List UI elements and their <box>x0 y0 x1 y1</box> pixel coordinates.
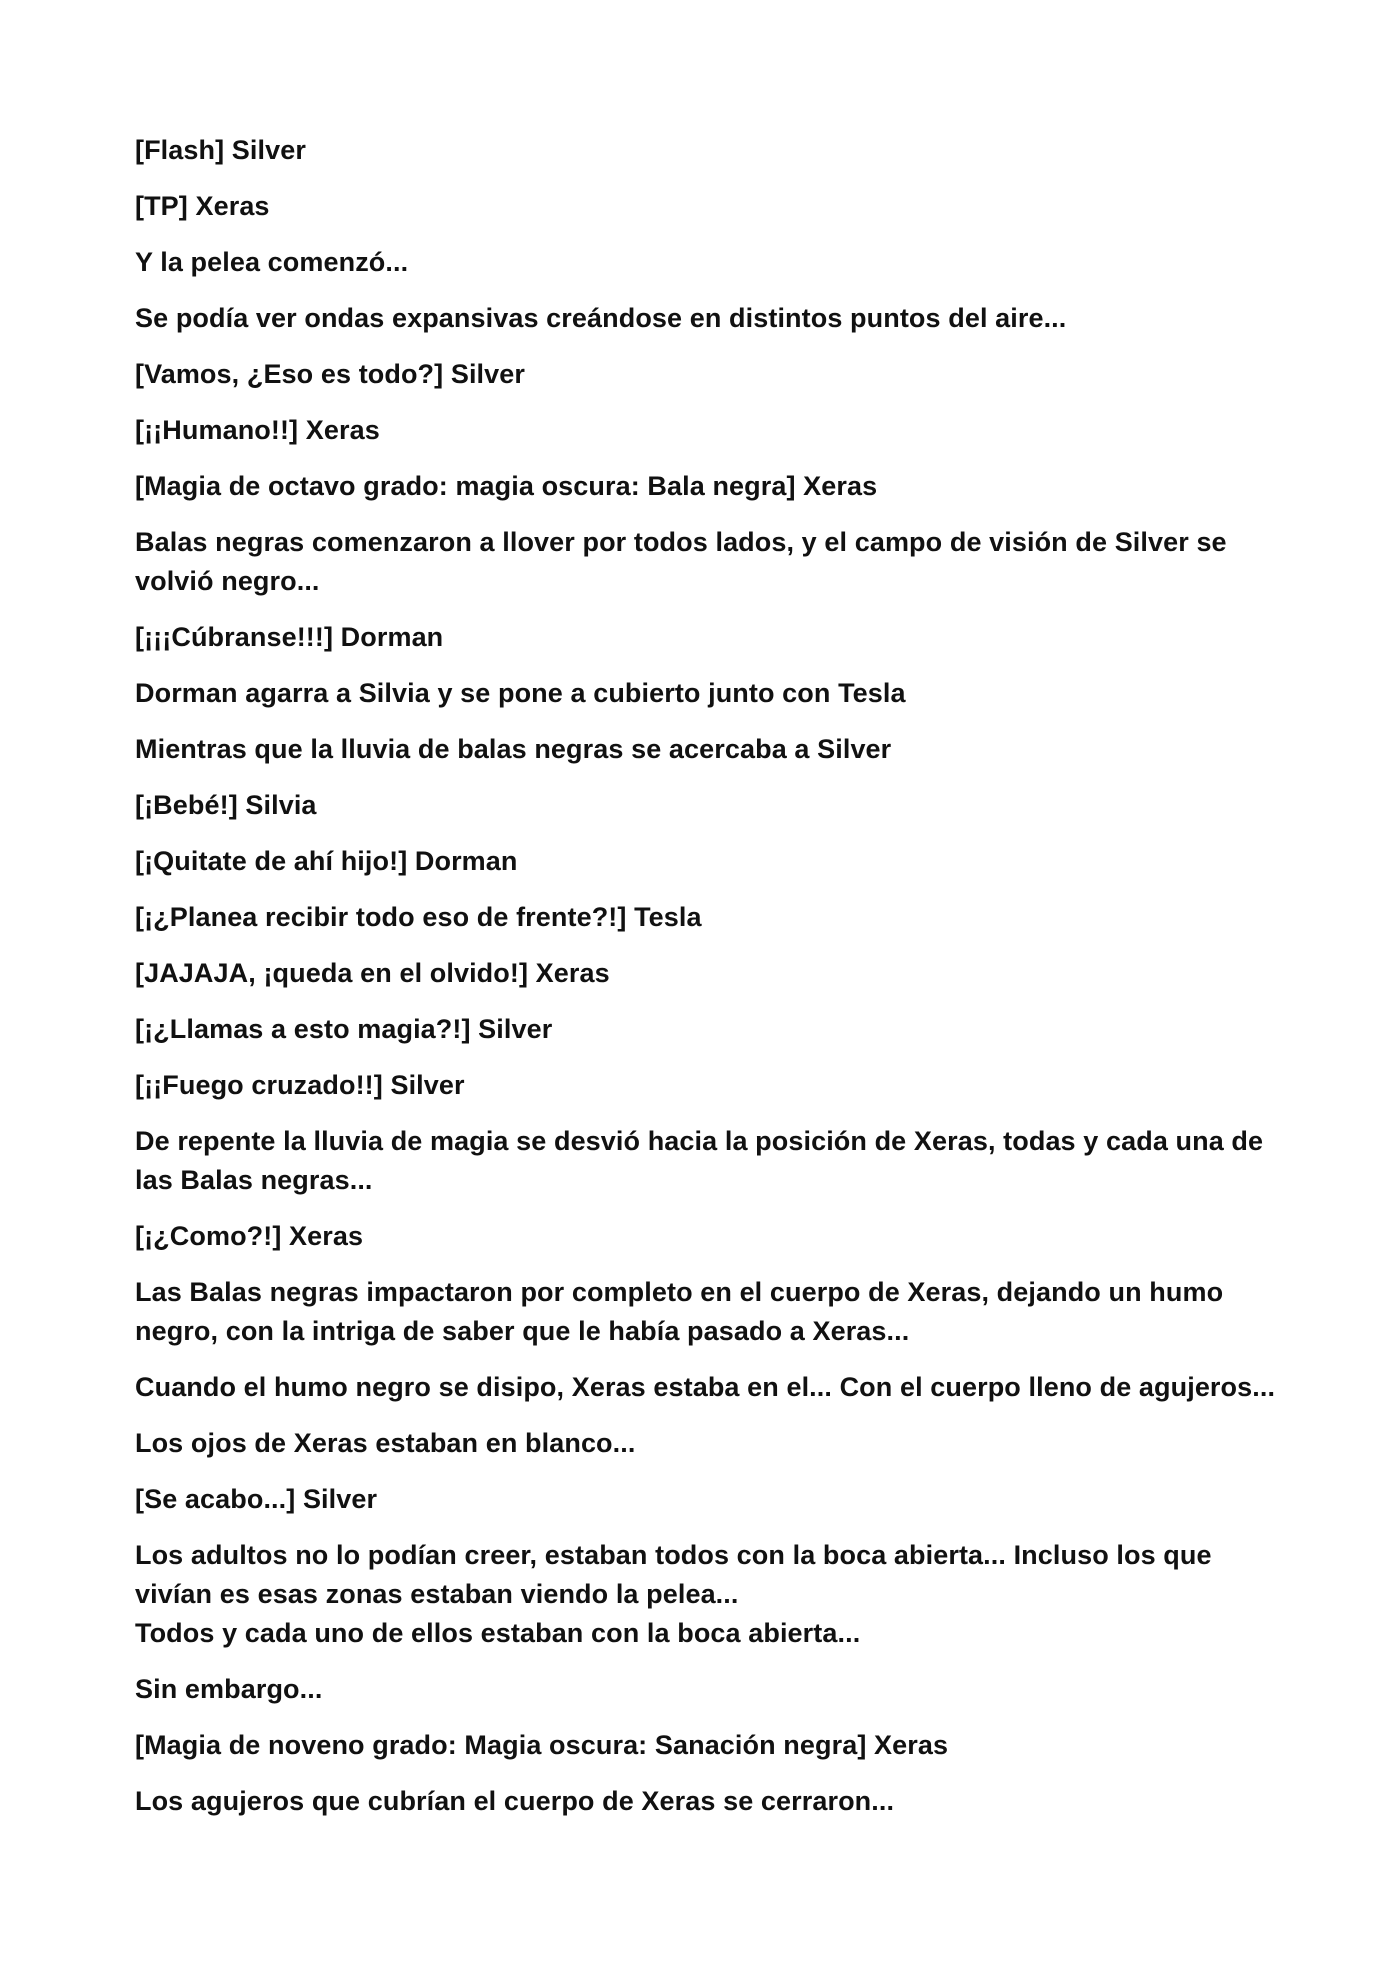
paragraph: Y la pelea comenzó... <box>135 247 409 277</box>
paragraph: De repente la lluvia de magia se desvió hacia la posición de Xeras, todas y cada una de las Balas negras... <box>135 1126 1264 1195</box>
paragraph: Los adultos no lo podían creer, estaban todos con la boca abierta... Incluso los que vivían es esas zonas estaban viendo la pelea... <box>135 1540 1212 1609</box>
paragraph: [Magia de noveno grado: Magia oscura: Sanación negra] Xeras <box>135 1730 949 1760</box>
paragraph: Los agujeros que cubrían el cuerpo de Xeras se cerraron... <box>135 1786 895 1816</box>
paragraph: Mientras que la lluvia de balas negras se acercaba a Silver <box>135 734 892 764</box>
paragraph: [¡¡Humano!!] Xeras <box>135 415 380 445</box>
paragraph: Los ojos de Xeras estaban en blanco... <box>135 1428 636 1458</box>
document-body <box>135 131 1280 1821</box>
paragraph: [Se acabo...] Silver <box>135 1484 378 1514</box>
paragraph: Las Balas negras impactaron por completo en el cuerpo de Xeras, dejando un humo negro, con la intriga de saber que le había pasado a Xeras... <box>135 1277 1224 1346</box>
paragraph: [Magia de octavo grado: magia oscura: Bala negra] Xeras <box>135 471 878 501</box>
paragraph: Se podía ver ondas expansivas creándose en distintos puntos del aire... <box>135 303 1067 333</box>
paragraph: Cuando el humo negro se disipo, Xeras estaba en el... Con el cuerpo lleno de agujeros... <box>135 1372 1276 1402</box>
paragraph: Dorman agarra a Silvia y se pone a cubierto junto con Tesla <box>135 678 906 708</box>
paragraph: [¡¡Fuego cruzado!!] Silver <box>135 1070 465 1100</box>
paragraph: [Vamos, ¿Eso es todo?] Silver <box>135 359 525 389</box>
paragraph: [¡¿Como?!] Xeras <box>135 1221 364 1251</box>
paragraph: [JAJAJA, ¡queda en el olvido!] Xeras <box>135 958 610 988</box>
paragraph: Sin embargo... <box>135 1674 323 1704</box>
paragraph: Todos y cada uno de ellos estaban con la boca abierta... <box>135 1618 861 1648</box>
paragraph: [¡Quitate de ahí hijo!] Dorman <box>135 846 518 876</box>
paragraph: [¡¿Planea recibir todo eso de frente?!] Tesla <box>135 902 702 932</box>
paragraph: [¡Bebé!] Silvia <box>135 790 317 820</box>
paragraph: [¡¡¡Cúbranse!!!] Dorman <box>135 622 444 652</box>
paragraph: [TP] Xeras <box>135 191 270 221</box>
paragraph: [Flash] Silver <box>135 135 306 165</box>
paragraph: Balas negras comenzaron a llover por todos lados, y el campo de visión de Silver se volvió negro... <box>135 527 1227 596</box>
paragraph: [¡¿Llamas a esto magia?!] Silver <box>135 1014 553 1044</box>
